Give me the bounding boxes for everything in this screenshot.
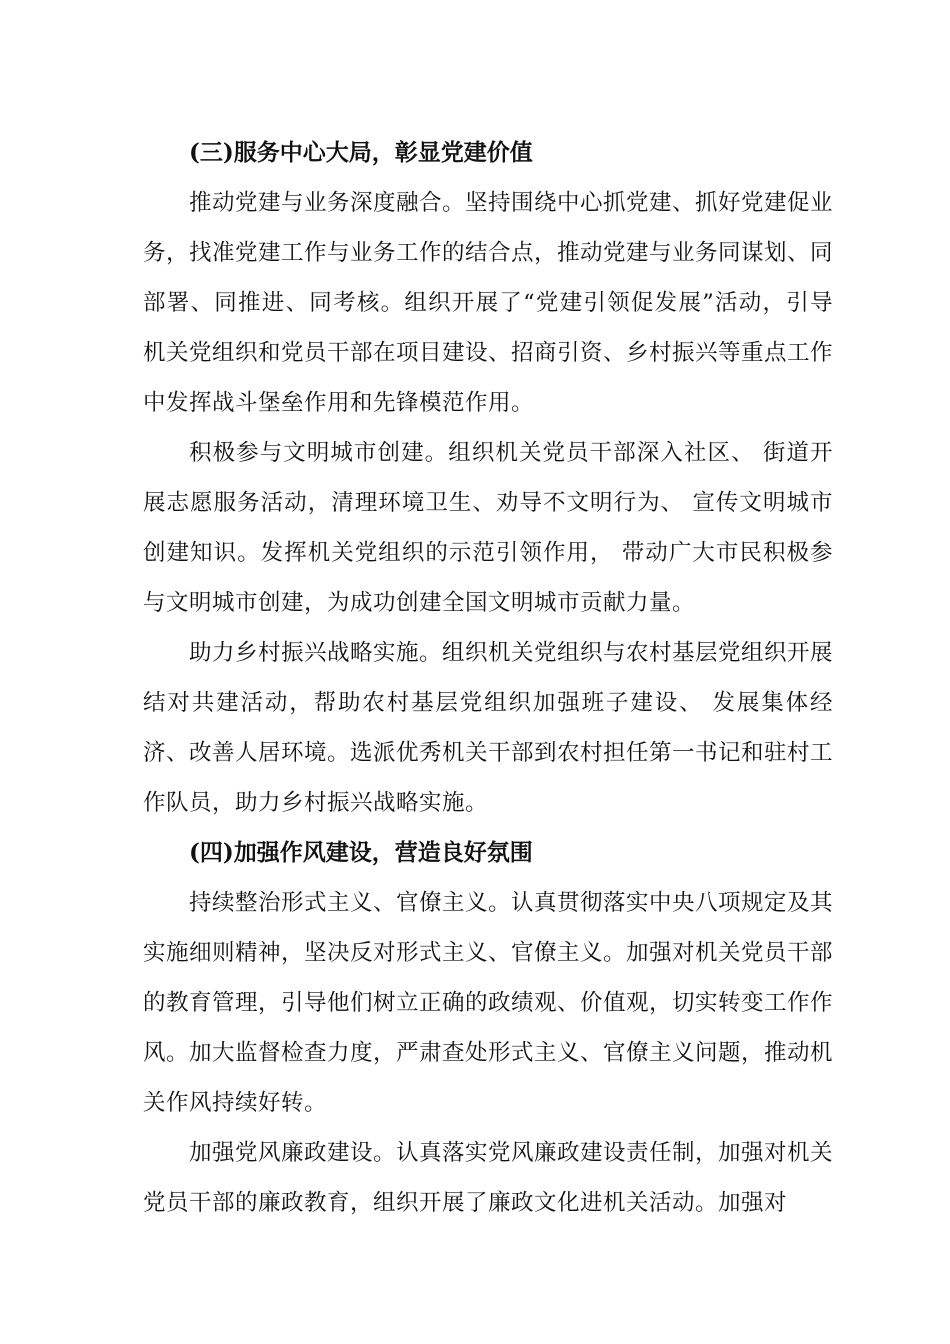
- paragraph-party-business-integration: 推动党建与业务深度融合。坚持围绕中心抓党建、抓好党建促业务，找准党建工作与业务工作的结合点，推动党建与业务同谋划、同部署、同推进、同考核。组织开展了“党建引领促发展”活动，引导机关党组织和党员干部在项目建设、招商引资、乡村振兴等重点工作中发挥战斗堡垒作用和先锋模范作用。: [143, 190, 834, 416]
- paragraph-formalism-bureaucratism: 持续整治形式主义、官僚主义。认真贯彻落实中央八项规定及其实施细则精神，坚决反对形式主义、官僚主义。加强对机关党员干部的教育管理，引导他们树立正确的政绩观、价值观，切实转变工作作风。加大监督检查力度，严肃查处形式主义、官僚主义问题，推动机关作风持续好转。: [143, 890, 834, 1116]
- section-heading-3: (三)服务中心大局，彰显党建价值: [189, 139, 533, 166]
- section-heading-4: (四)加强作风建设，营造良好氛围: [189, 839, 533, 866]
- paragraph-integrity-building: 加强党风廉政建设。认真落实党风廉政建设责任制，加强对机关党员干部的廉政教育，组织开展了廉政文化进机关活动。加强对: [143, 1140, 834, 1216]
- paragraph-civilized-city: 积极参与文明城市创建。组织机关党员干部深入社区、 街道开展志愿服务活动，清理环境卫生、劝导不文明行为、 宣传文明城市创建知识。发挥机关党组织的示范引领作用， 带动广大市民积极参与文明城市创建，为成功创建全国文明城市贡献力量。: [143, 440, 833, 616]
- document-body: [143, 128, 833, 1228]
- paragraph-rural-revitalization: 助力乡村振兴战略实施。组织机关党组织与农村基层党组织开展结对共建活动，帮助农村基层党组织加强班子建设、 发展集体经济、改善人居环境。选派优秀机关干部到农村担任第一书记和驻村工作队员，助力乡村振兴战略实施。: [143, 640, 834, 816]
